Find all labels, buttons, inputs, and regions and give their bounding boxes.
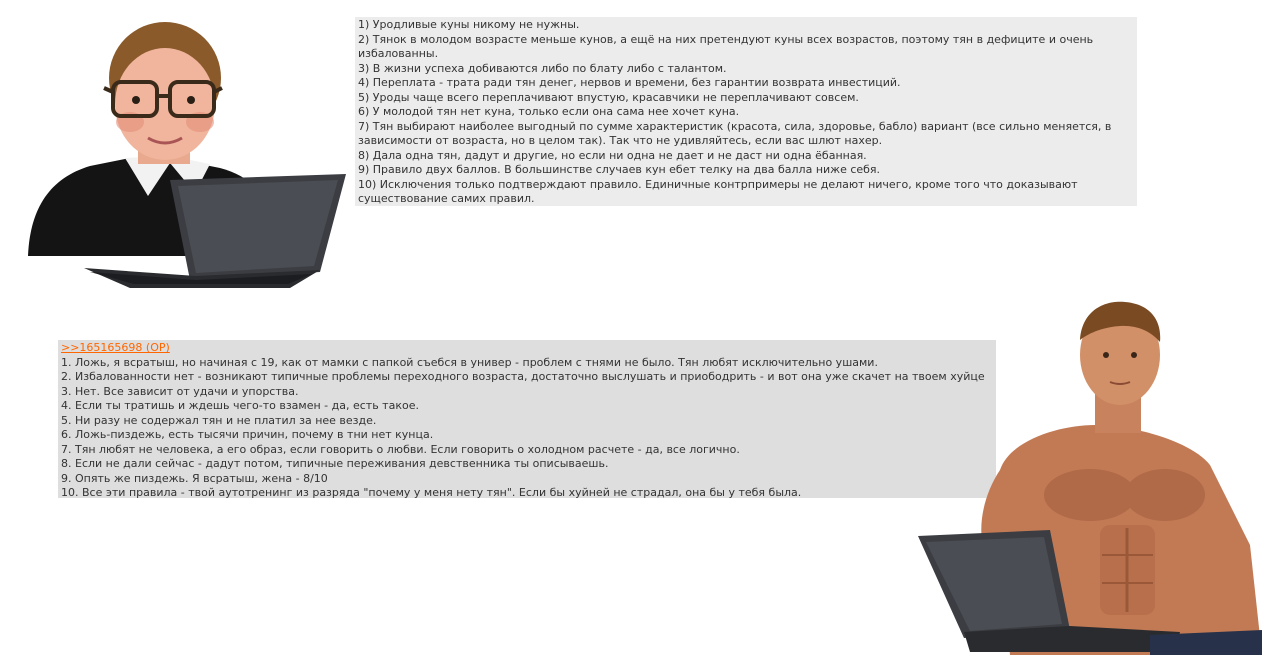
reply-link-op[interactable]: >>165165698 (OP) [61, 341, 170, 354]
post-line: 8) Дала одна тян, дадут и другие, но если ни одна не дает и не даст ни одна ёбанная. [358, 148, 867, 162]
post-line: 5) Уроды чаще всего переплачивают впустую, красавчики не переплачивают совсем. [358, 90, 859, 104]
post-line: 2. Избалованности нет - возникают типичные проблемы переходного возраста, достаточно выслушать и приободрить - и вот она уже скачет на твоем хуйце [61, 370, 985, 383]
post-line: 3. Нет. Все зависит от удачи и упорства. [61, 384, 299, 398]
post-line: 4) Переплата - трата ради тян денег, нервов и времени, без гарантии возврата инвестиций. [358, 76, 901, 89]
post-line: 7. Тян любят не человека, а его образ, если говорить о любви. Если говорить о холодном расчете - да, все логично. [61, 442, 740, 456]
post-line: 6. Ложь-пиздежь, есть тысячи причин, почему в тни нет кунца. [61, 428, 434, 441]
post-line: 8. Если не дали сейчас - дадут потом, типичные переживания девственника ты описываешь. [61, 457, 609, 470]
post-line: 9. Опять же пиздежь. Я всратыш, жена - 8/10 [61, 471, 328, 485]
post-line: 2) Тянок в молодом возрасте меньше кунов, а ещё на них претендуют куны всех возрастов, поэтому тян в дефиците и очень избалованны. [358, 32, 1094, 60]
post-line: 6) У молодой тян нет куна, только если она сама нее хочет куна. [358, 105, 740, 118]
post-line: 9) Правило двух баллов. В большинстве случаев кун ебет телку на два балла ниже себя. [358, 163, 881, 176]
post-reply [58, 340, 996, 498]
muscular-man-with-laptop-image [910, 300, 1280, 655]
post-line: 10. Все эти правила - твой аутотренинг из разряда "почему у меня нету тян". Если бы хуйней не страдал, она бы у тебя была. [61, 486, 802, 498]
post-line: 3) В жизни успеха добиваются либо по блату либо с талантом. [358, 61, 727, 75]
post-rules-list [355, 17, 1137, 206]
post-line: 10) Исключения только подтверждают правило. Единичные контрпримеры не делают ничего, кроме того что доказывают существование самих правил. [358, 177, 1078, 205]
nerd-with-laptop-image [20, 18, 350, 290]
post-line: 5. Ни разу не содержал тян и не платил за нее везде. [61, 413, 377, 427]
post-line: 7) Тян выбирают наиболее выгодный по сумме характеристик (красота, сила, здоровье, бабло) вариант (все сильно меняется, в зависимости от возраста, но в целом так). Так что не удивляйтесь, если вас шлют нахер. [358, 119, 1112, 147]
post-line: 1. Ложь, я всратыш, но начиная с 19, как от мамки с папкой съебся в универ - проблем с тнями не было. Тян любят исключительно ушами. [61, 355, 878, 369]
post-line: 1) Уродливые куны никому не нужны. [358, 18, 580, 31]
post-line: 4. Если ты тратишь и ждешь чего-то взамен - да, есть такое. [61, 399, 419, 412]
